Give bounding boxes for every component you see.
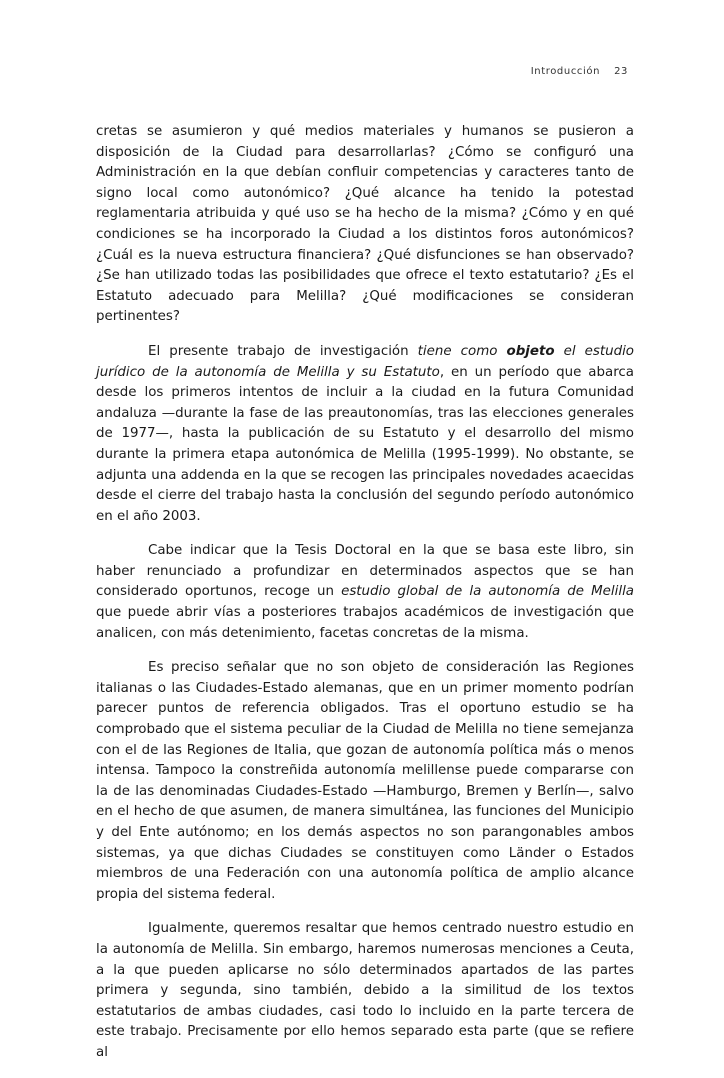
paragraph-3-text-a: Cabe indicar que la Tesis Doctoral en la que se basa este libro, sin haber renunciado a profundizar en determinados aspectos que se han considerado oportunos, recoge un [96, 543, 634, 600]
paragraph-3 [96, 541, 634, 644]
paragraph-1 [96, 122, 634, 328]
paragraph-5 [96, 919, 634, 1063]
paragraph-4 [96, 658, 634, 905]
paragraph-2-italic-a: tiene como [417, 343, 507, 359]
running-header [531, 66, 628, 77]
paragraph-1-text: cretas se asumieron y qué medios materiales y humanos se pusieron a disposición de la Ciudad para desarrollarlas? ¿Cómo se configuró una Administración en la que debían confluir competencias y caracteres tanto de signo local como autonómico? ¿Qué alcance ha tenido la potestad reglamentaria atribuida y qué uso se ha hecho de la misma? ¿Cómo y en qué condiciones se ha incorporado la Ciudad a los distintos foros autonómicos? ¿Cuál es la nueva estructura financiera? ¿Qué disfunciones se han observado? ¿Se han utilizado todas las posibilidades que ofrece el texto estatutario? ¿Es el Estatuto adecuado para Melilla? ¿Qué modificaciones se consideran pertinentes? [96, 124, 634, 325]
paragraph-3-text-b: que puede abrir vías a posteriores trabajos académicos de investigación que analicen, con más detenimiento, facetas concretas de la misma. [96, 605, 634, 641]
paragraph-2 [96, 342, 634, 527]
paragraph-3-italic: estudio global de la autonomía de Melilla [341, 584, 634, 600]
page-number: 23 [614, 66, 628, 77]
body-text [96, 122, 634, 1078]
paragraph-4-text: Es preciso señalar que no son objeto de consideración las Regiones italianas o las Ciudades-Estado alemanas, que en un primer momento podrían parecer puntos de referencia obligados. Tras el oportuno estudio se ha comprobado que el sistema peculiar de la Ciudad de Melilla no tiene semejanza con el de las Regiones de Italia, que gozan de autonomía política más o menos intensa. Tampoco la constreñida autonomía melillense puede compararse con la de las denominadas Ciudades-Estado —Hamburgo, Bremen y Berlín—, salvo en el hecho de que asumen, de manera simultánea, las funciones del Municipio y del Ente autónomo; en los demás aspectos no son parangonables ambos sistemas, ya que dichas Ciudades se constituyen como Länder o Estados miembros de una Federación con una autonomía política de amplio alcance propia del sistema federal. [96, 660, 634, 902]
section-title: Introducción [530, 66, 601, 77]
paragraph-2-bold-objeto: objeto [506, 343, 555, 359]
paragraph-2-text-a: El presente trabajo de investigación [148, 343, 418, 359]
paragraph-2-italic-b: el estudio jurídico de la autonomía de Melilla y su Estatuto [96, 343, 634, 380]
paragraph-5-text: Igualmente, queremos resaltar que hemos centrado nuestro estudio en la autonomía de Melilla. Sin embargo, haremos numerosas menciones a Ceuta, a la que pueden aplicarse no sólo determinados apartados de las partes primera y segunda, sino también, debido a la similitud de los textos estatutarios de ambas ciudades, casi todo lo incluido en la parte tercera de este trabajo. Precisamente por ello hemos separado esta parte (que se refiere al [96, 921, 634, 1060]
paragraph-2-text-b: , en un período que abarca desde los primeros intentos de incluir a la ciudad en la futura Comunidad andaluza —durante la fase de las preautonomías, tras las elecciones generales de 1977—, hasta la publicación de su Estatuto y el desarrollo del mismo durante la primera etapa autonómica de Melilla (1995-1999). No obstante, se adjunta una addenda en la que se recogen las principales novedades acaecidas desde el cierre del trabajo hasta la conclusión del segundo período autonómico en el año 2003. [96, 364, 634, 524]
